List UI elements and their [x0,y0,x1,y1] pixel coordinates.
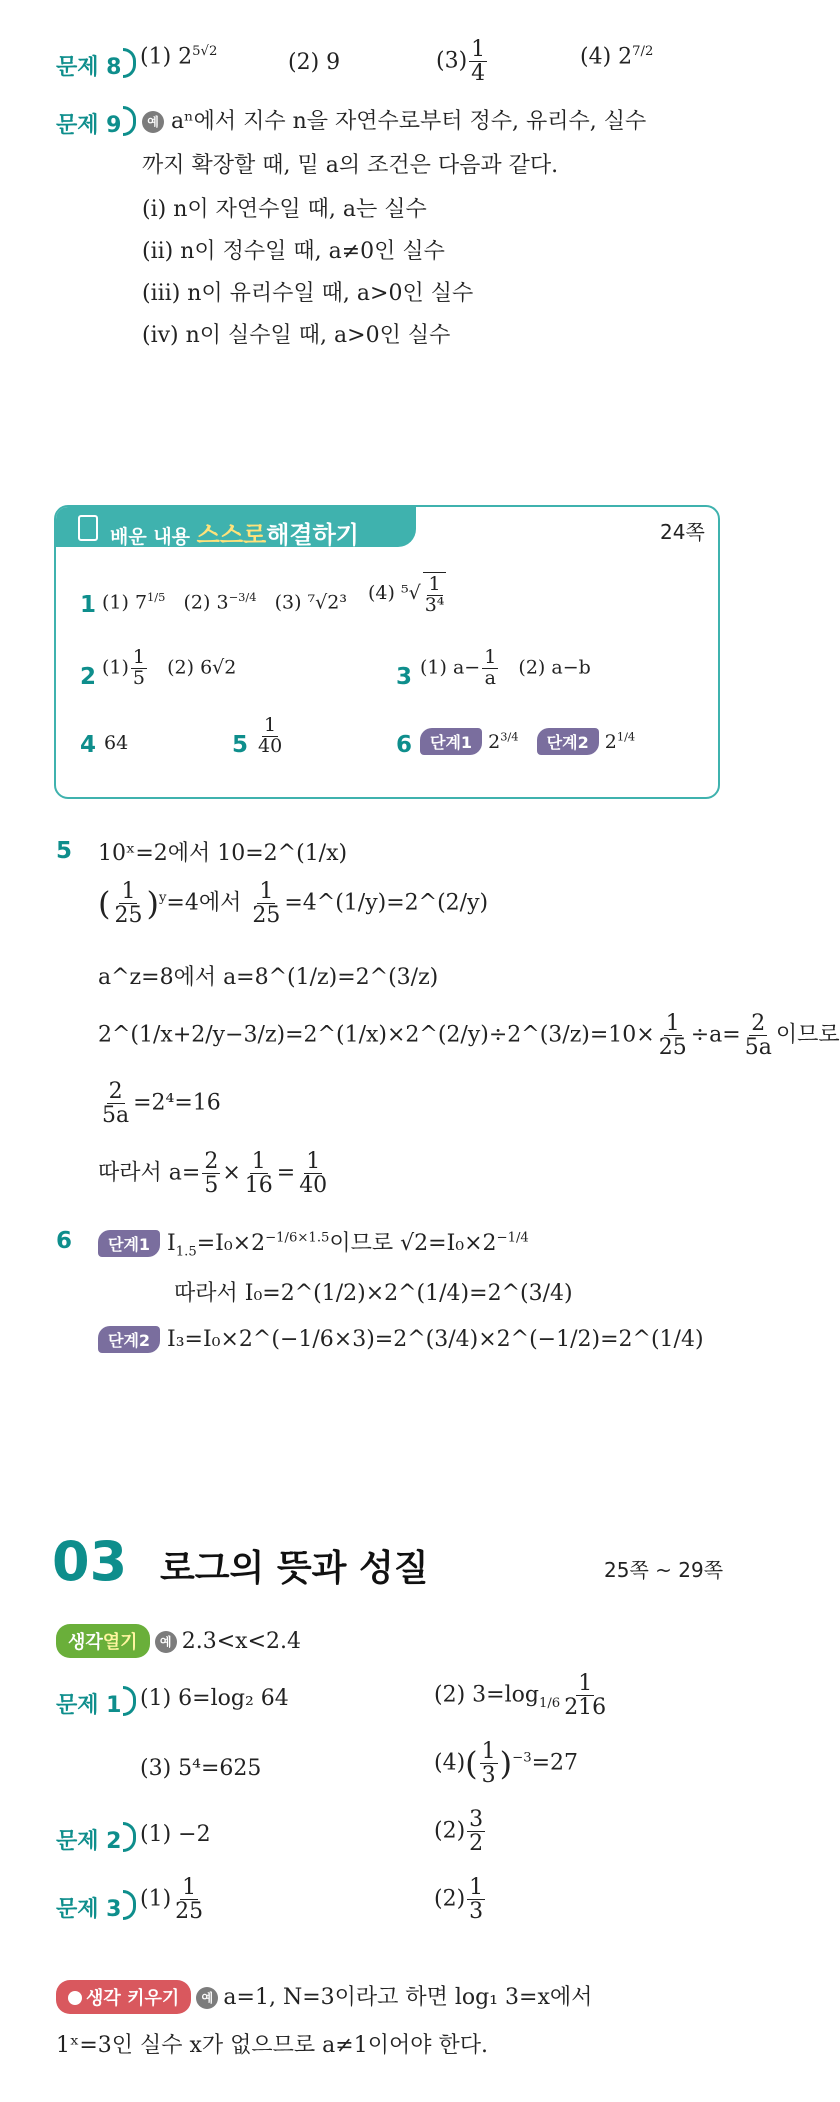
problem-9-line-1: 예 aⁿ에서 지수 n을 자연수로부터 정수, 유리수, 실수 [142,104,646,135]
solution-5-line-3: a^z=8에서 a=8^(1/z)=2^(3/z) [98,965,439,990]
problem-9-item-3: (ⅲ) n이 유리수일 때, a>0인 실수 [142,281,474,306]
self-solve-row-1-d: (4) ⁵√ $\frac{1}{\text{3⁴}}$ [368,573,445,616]
section-title: 로그의 뜻과 성질 [160,1548,429,1589]
question-3-answer-1: (1) $\frac{1}{25}$ [140,1875,204,1925]
problem-9-item-1: (ⅰ) n이 자연수일 때, a는 실수 [142,197,427,222]
problem-9-line-2: 까지 확장할 때, 밑 a의 조건은 다음과 같다. [142,153,559,178]
solution-5-num: 5 [56,838,73,864]
self-solve-num-1: 1 [80,592,97,618]
step-2-tag: 단계2 [98,1326,160,1353]
solution-6-line-1: 단계1 $I_{1.5}=I_0\times 2^{-1/6\times 1.5}$이므로 $√2=I_0\times 2^{-1/4}$ [98,1226,529,1259]
self-solve-num-5: 5 [232,732,249,758]
question-2-answer-1: (1) −2 [140,1822,211,1847]
question-1-answer-3: (3) 5⁴=625 [140,1756,262,1781]
solution-5-line-6: 따라서 a= $\frac{2}{5}$ × $\frac{1}{16}$ = $\frac{1}{40}$ [98,1149,328,1199]
self-solve-num-4: 4 [80,732,97,758]
problem-9-item-2: (ⅱ) n이 정수일 때, a≠0인 실수 [142,239,445,264]
problem-8-answer-2: (2) 9 [288,50,341,75]
example-icon: 예 [196,1987,218,2009]
solution-5-line-4: 2^(1/x+2/y−3/z)=2^(1/x)×2^(2/y)÷2^(3/z)=10× $\frac{1}{25}$ ÷a= $\frac{2}{5a}$ 이므로 [98,1011,840,1061]
self-solve-header: 배운 내용 스스로해결하기 [56,507,416,547]
question-3-answer-2: (2) $\frac{1}{3}$ [434,1875,484,1925]
self-solve-row-5: $\frac{1}{40}$ [258,714,283,757]
question-1-label: 문제 1 [56,1686,136,1719]
example-icon: 예 [142,111,164,133]
self-solve-num-2: 2 [80,664,97,690]
self-solve-row-1: (1) $7^{1/5}$ (2) $3^{-3/4}$ (3) ⁷√2³ [102,590,347,614]
solution-5-line-1: 10ˣ=2에서 10=2^(1/x) [98,841,348,866]
step-1-tag: 단계1 [420,728,482,755]
question-2-answer-2: (2) $\frac{3}{2}$ [434,1807,484,1857]
question-3-label: 문제 3 [56,1890,136,1923]
solution-5-line-2: ( $\frac{1}{25}$ )$^y$=4에서 $\frac{1}{25}$ =4^(1/y)=2^(2/y) [98,879,489,929]
solution-6-line-2: 따라서 I₀=2^(1/2)×2^(1/4)=2^(3/4) [174,1281,573,1306]
self-solve-row-6: 단계1 $2^{3/4}$ 단계2 $2^{1/4}$ [420,728,635,755]
lightbulb-icon [68,1991,82,2005]
section-pages: 25쪽 ~ 29쪽 [604,1558,724,1582]
problem-9-label: 문제 9 [56,106,136,139]
self-solve-num-3: 3 [396,664,413,690]
self-solve-row-4: 64 [104,732,129,754]
self-solve-row-2: (1) $\frac{1}{5}$ (2) 6√2 [102,646,237,689]
solution-6-num: 6 [56,1228,73,1254]
question-1-answer-1: (1) 6=log₂ 64 [140,1686,289,1711]
self-solve-row-3: (1) a− $\frac{1}{a}$ (2) a−b [420,646,591,689]
problem-8-answer-1: (1) $2^{5√2}$ [140,44,218,70]
section-number: 03 [52,1530,128,1593]
think-open: 생각열기 예 2.3<x<2.4 [56,1624,301,1658]
question-2-label: 문제 2 [56,1822,136,1855]
think-grow-badge: 생각 키우기 [56,1980,191,2014]
step-2-tag: 단계2 [537,728,599,755]
think-grow-line-2: 1ˣ=3인 실수 x가 없으므로 a≠1이어야 한다. [56,2033,488,2058]
self-solve-num-6: 6 [396,732,413,758]
think-open-badge: 생각열기 [56,1624,150,1658]
example-icon: 예 [155,1631,177,1653]
problem-8-answer-4: (4) $2^{7/2}$ [580,44,654,70]
notebook-icon [78,515,98,541]
question-1-answer-4: (4)( $\frac{1}{3}$ )$^{-3}$=27 [434,1739,579,1789]
question-1-answer-2: (2) $3=\log_{1/6}$ $\frac{1}{216}$ [434,1671,607,1721]
problem-8-answer-3: (3) $\frac{1}{4}$ [436,37,486,87]
solution-5-line-5: $\frac{2}{5a}$ =2⁴=16 [102,1079,221,1129]
think-grow: 생각 키우기 예 a=1, N=3이라고 하면 log₁ 3=x에서 [56,1980,592,2014]
solution-6-line-3: 단계2 I₃=I₀×2^(−1/6×3)=2^(3/4)×2^(−1/2)=2^(1/4) [98,1326,704,1353]
self-solve-page: 24쪽 [660,520,705,544]
step-1-tag: 단계1 [98,1230,160,1257]
problem-8-label: 문제 8 [56,48,136,81]
problem-9-item-4: (ⅳ) n이 실수일 때, a>0인 실수 [142,323,451,348]
